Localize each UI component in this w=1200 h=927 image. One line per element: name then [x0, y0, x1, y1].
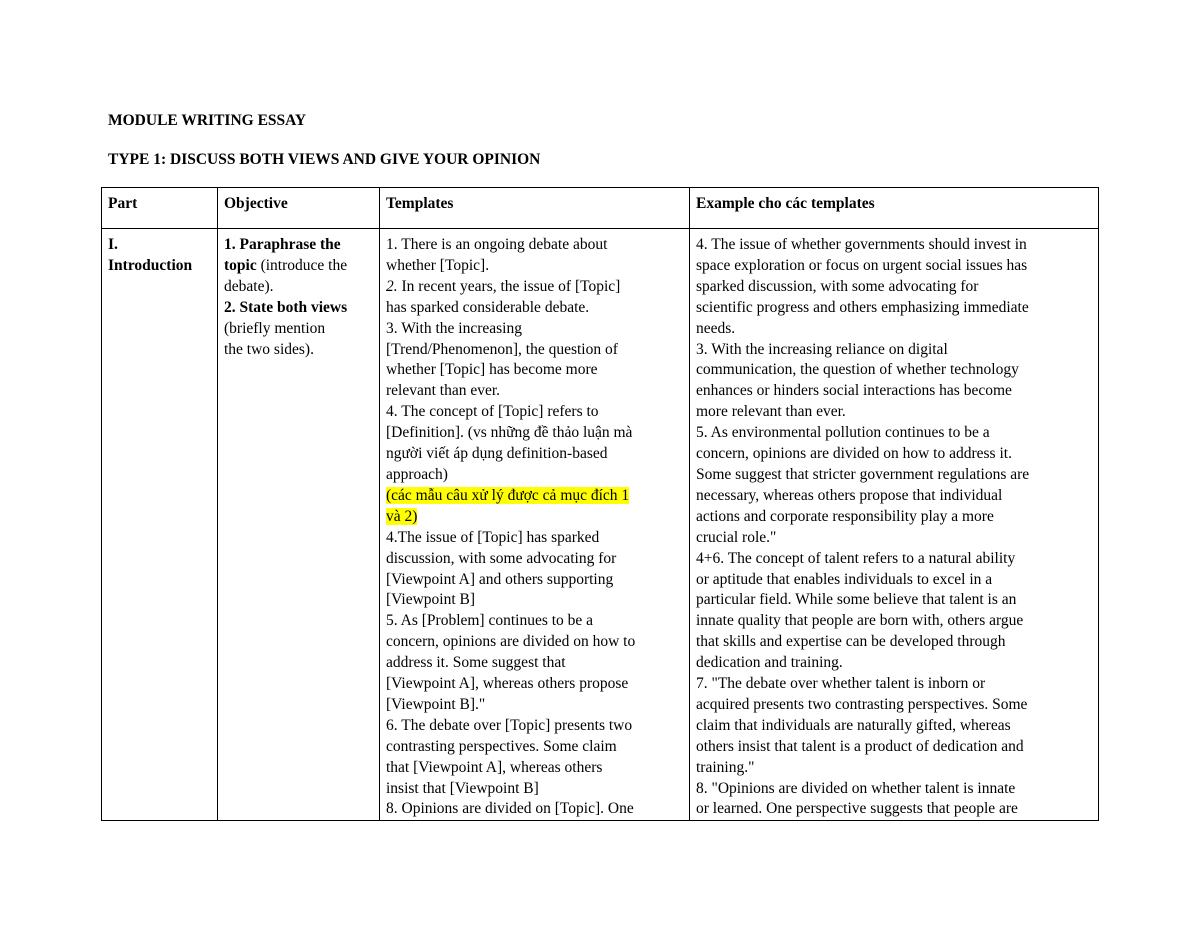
- template-line: [386, 319, 683, 340]
- template-text: concern, opinions are divided on how to: [386, 633, 636, 651]
- template-text: relevant than ever.: [386, 382, 501, 400]
- objective-line: (briefly mention: [224, 319, 326, 337]
- template-text: (các mẫu câu xử lý được cả mục đích 1: [386, 486, 630, 504]
- template-text: 1. There is an ongoing debate about: [386, 236, 608, 253]
- template-line: [386, 340, 683, 361]
- header-objective: Objective: [218, 188, 380, 229]
- table-header-row: [102, 188, 1099, 229]
- template-text: 5. As [Problem] continues to be a: [386, 612, 594, 630]
- example-line: sparked discussion, with some advocating for: [696, 277, 979, 295]
- header-examples: Example cho các templates: [690, 188, 1099, 229]
- template-line: [386, 423, 683, 444]
- objective-bold: topic: [224, 256, 257, 274]
- template-line: [386, 235, 683, 256]
- example-line: 4. The issue of whether governments should invest in: [696, 236, 1027, 253]
- template-line: [386, 611, 683, 632]
- template-line: [386, 298, 683, 319]
- example-line: enhances or hinders social interactions has become: [696, 382, 1012, 400]
- header-part: Part: [102, 188, 218, 229]
- template-line: [386, 570, 683, 591]
- objective-line: [224, 256, 373, 277]
- example-line: concern, opinions are divided on how to address it.: [696, 445, 1012, 463]
- example-line: communication, the question of whether technology: [696, 361, 1019, 379]
- template-line: [386, 758, 683, 779]
- example-line: Some suggest that stricter government regulations are: [696, 465, 1030, 483]
- template-text: [Definition]. (vs những đề thảo luận mà: [386, 424, 633, 442]
- template-text: 8. Opinions are divided on [Topic]. One: [386, 800, 634, 818]
- example-line: particular field. While some believe that talent is an: [696, 591, 1017, 609]
- template-line: [386, 695, 683, 716]
- template-text: và 2): [386, 507, 418, 525]
- example-line: 7. "The debate over whether talent is inborn or: [696, 675, 986, 693]
- template-text: người viết áp dụng definition-based: [386, 445, 608, 463]
- template-line: [386, 277, 683, 298]
- table-row: [102, 229, 1099, 821]
- template-text: 4.The issue of [Topic] has sparked: [386, 528, 600, 546]
- template-line: [386, 465, 683, 486]
- template-text: [Viewpoint B].": [386, 695, 486, 713]
- template-line: [386, 256, 683, 277]
- template-line: [386, 402, 683, 423]
- objective-line: 2. State both views: [224, 298, 348, 316]
- example-line: acquired presents two contrasting perspectives. Some: [696, 695, 1028, 713]
- part-cell: [102, 229, 218, 821]
- template-text: 6. The debate over [Topic] presents two: [386, 716, 633, 734]
- template-line: [386, 528, 683, 549]
- example-line: 8. "Opinions are divided on whether talent is innate: [696, 779, 1016, 797]
- example-line: or learned. One perspective suggests that people are: [696, 800, 1018, 818]
- example-line: needs.: [696, 319, 736, 337]
- template-text: discussion, with some advocating for: [386, 549, 617, 567]
- templates-cell: [380, 229, 690, 821]
- template-text: In recent years, the issue of [Topic]: [401, 277, 621, 295]
- template-text: [Viewpoint A] and others supporting: [386, 570, 614, 588]
- objective-cell: [218, 229, 380, 821]
- section-heading: TYPE 1: DISCUSS BOTH VIEWS AND GIVE YOUR OPINION: [108, 151, 541, 168]
- template-line: [386, 507, 683, 528]
- template-text: [Trend/Phenomenon], the question of: [386, 340, 618, 358]
- template-line: [386, 653, 683, 674]
- template-line: [386, 799, 683, 820]
- template-line: [386, 486, 683, 507]
- example-line: training.": [696, 758, 755, 776]
- example-line: actions and corporate responsibility play a more: [696, 507, 994, 525]
- template-text: whether [Topic] has become more: [386, 361, 598, 379]
- template-text: 4. The concept of [Topic] refers to: [386, 403, 599, 421]
- example-line: claim that individuals are naturally gifted, whereas: [696, 716, 1011, 734]
- header-templates: Templates: [380, 188, 690, 229]
- example-line: or aptitude that enables individuals to excel in a: [696, 570, 993, 588]
- essay-template-table: [101, 187, 1099, 821]
- template-line: [386, 779, 683, 800]
- template-text: whether [Topic].: [386, 256, 490, 274]
- template-text: address it. Some suggest that: [386, 654, 566, 672]
- example-line: 3. With the increasing reliance on digital: [696, 340, 948, 358]
- template-line: [386, 549, 683, 570]
- example-line: 4+6. The concept of talent refers to a natural ability: [696, 549, 1016, 567]
- example-line: space exploration or focus on urgent social issues has: [696, 256, 1028, 274]
- objective-text: (introduce the: [256, 256, 348, 274]
- template-text: has sparked considerable debate.: [386, 298, 590, 316]
- template-text: [Viewpoint B]: [386, 591, 476, 609]
- example-line: necessary, whereas others propose that individual: [696, 486, 1003, 504]
- example-line: innate quality that people are born with, others argue: [696, 612, 1024, 630]
- objective-line: the two sides).: [224, 340, 314, 358]
- part-number: I.: [108, 236, 118, 253]
- document-title: MODULE WRITING ESSAY: [108, 112, 307, 129]
- example-line: others insist that talent is a product of dedication and: [696, 737, 1024, 755]
- example-line: dedication and training.: [696, 654, 843, 672]
- template-text: that [Viewpoint A], whereas others: [386, 758, 603, 776]
- template-text: 3. With the increasing: [386, 319, 522, 337]
- template-line: [386, 674, 683, 695]
- examples-cell: [690, 229, 1099, 821]
- template-line: [386, 444, 683, 465]
- template-line: [386, 737, 683, 758]
- template-number: 2.: [386, 277, 398, 295]
- objective-line: 1. Paraphrase the: [224, 236, 341, 253]
- objective-line: debate).: [224, 277, 274, 295]
- template-line: [386, 381, 683, 402]
- template-text: insist that [Viewpoint B]: [386, 779, 539, 797]
- template-text: [Viewpoint A], whereas others propose: [386, 675, 629, 693]
- example-line: crucial role.": [696, 528, 777, 546]
- part-name: Introduction: [108, 256, 193, 274]
- example-line: that skills and expertise can be developed through: [696, 633, 1006, 651]
- template-text: contrasting perspectives. Some claim: [386, 737, 617, 755]
- example-line: scientific progress and others emphasizing immediate: [696, 298, 1029, 316]
- template-line: [386, 632, 683, 653]
- example-line: 5. As environmental pollution continues to be a: [696, 424, 990, 442]
- template-line: [386, 716, 683, 737]
- template-line: [386, 590, 683, 611]
- example-line: more relevant than ever.: [696, 403, 846, 421]
- template-line: [386, 360, 683, 381]
- template-text: approach): [386, 465, 448, 483]
